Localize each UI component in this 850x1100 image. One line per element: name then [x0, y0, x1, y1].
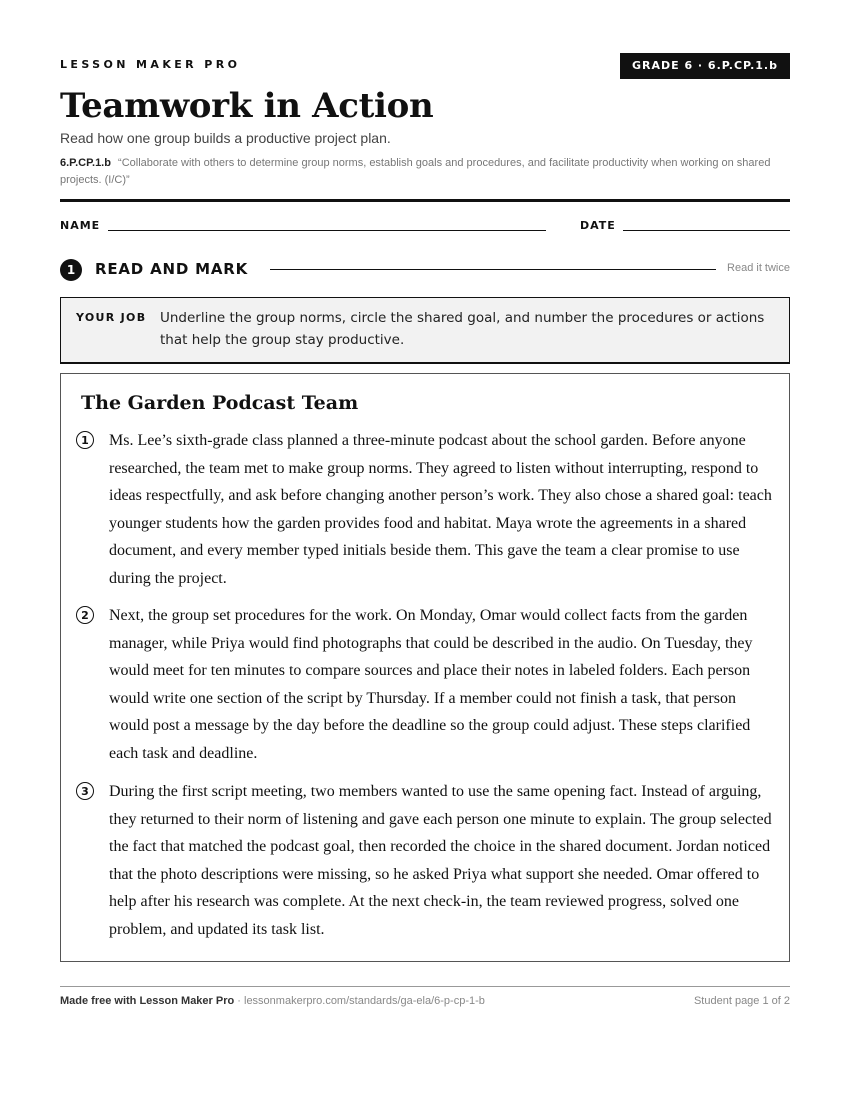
name-date-row	[60, 219, 790, 235]
page-footer	[60, 995, 790, 1007]
standard-statement	[60, 155, 790, 189]
page-subtitle: Read how one group builds a productive project plan.	[60, 130, 391, 146]
date-label: DATE	[580, 219, 616, 232]
paragraph-number-2: 2	[76, 606, 94, 624]
worksheet-page	[60, 0, 790, 1100]
passage-title: The Garden Podcast Team	[81, 392, 359, 414]
footer-credit: Made free with Lesson Maker Pro	[60, 995, 235, 1007]
section-header	[60, 258, 790, 280]
standard-text: “Collaborate with others to determine group norms, establish goals and procedures, and facilitate productivity when working on shared projects. (I/C)”	[60, 157, 771, 186]
page-number: Student page 1 of 2	[693, 995, 790, 1007]
footer-divider	[60, 986, 790, 987]
your-job-label: YOUR JOB	[76, 311, 147, 324]
section-hint: Read it twice	[727, 262, 790, 274]
reading-passage	[60, 373, 790, 962]
name-label: NAME	[60, 219, 101, 232]
grade-badge: GRADE 6 · 6.P.CP.1.b	[620, 53, 790, 79]
section-rule	[270, 269, 716, 270]
section-title: READ AND MARK	[95, 260, 249, 278]
section-number-badge: 1	[60, 259, 82, 281]
footer-separator: ·	[234, 995, 244, 1007]
your-job-instructions: Underline the group norms, circle the shared goal, and number the procedures or actions that help the group stay productive.	[160, 310, 765, 348]
your-job-box	[60, 297, 790, 364]
footer-url[interactable]: lessonmakerpro.com/standards/ga-ela/6-p-cp-1-b	[244, 995, 485, 1007]
paragraph-2: Next, the group set procedures for the work. On Monday, Omar would collect facts from the garden manager, while Priya would find photographs that could be described in the audio. On Tuesday, they would meet for ten minutes to compare sources and place their notes in labeled folders. Each person would write one section of the script by Thursday. If a member could not finish a task, that person would post a message by the day before the deadline so the group could adjust. These steps clarified each task and deadline.	[109, 607, 753, 762]
page-title: Teamwork in Action	[60, 86, 434, 126]
paragraph-3: During the first script meeting, two members wanted to use the same opening fact. Instead of arguing, they returned to their norm of listening and gave each person one minute to explain. The group selected the fact that matched the podcast goal, then recorded the choice in the shared document. Jordan noticed that the photo descriptions were missing, so he asked Priya what support she needed. Omar offered to help after his research was complete. At the next check-in, the team reviewed progress, solved one problem, and updated its task list.	[109, 783, 772, 938]
paragraph-1: Ms. Lee’s sixth-grade class planned a three-minute podcast about the school garden. Before anyone researched, the team met to make group norms. They agreed to listen without interrupting, respond to ideas respectfully, and ask before changing another person’s work. They also chose a shared goal: teach younger students how the garden provides food and habitat. Maya wrote the agreements in a shared document, and every member typed initials beside them. This gave the team a clear promise to use during the project.	[109, 432, 772, 587]
date-field[interactable]	[623, 230, 790, 231]
brand-name: LESSON MAKER PRO	[60, 58, 241, 71]
name-field[interactable]	[108, 230, 546, 231]
paragraph-number-1: 1	[76, 431, 94, 449]
standard-code: 6.P.CP.1.b	[60, 157, 111, 169]
paragraph-number-3: 3	[76, 782, 94, 800]
header-divider	[60, 199, 790, 202]
